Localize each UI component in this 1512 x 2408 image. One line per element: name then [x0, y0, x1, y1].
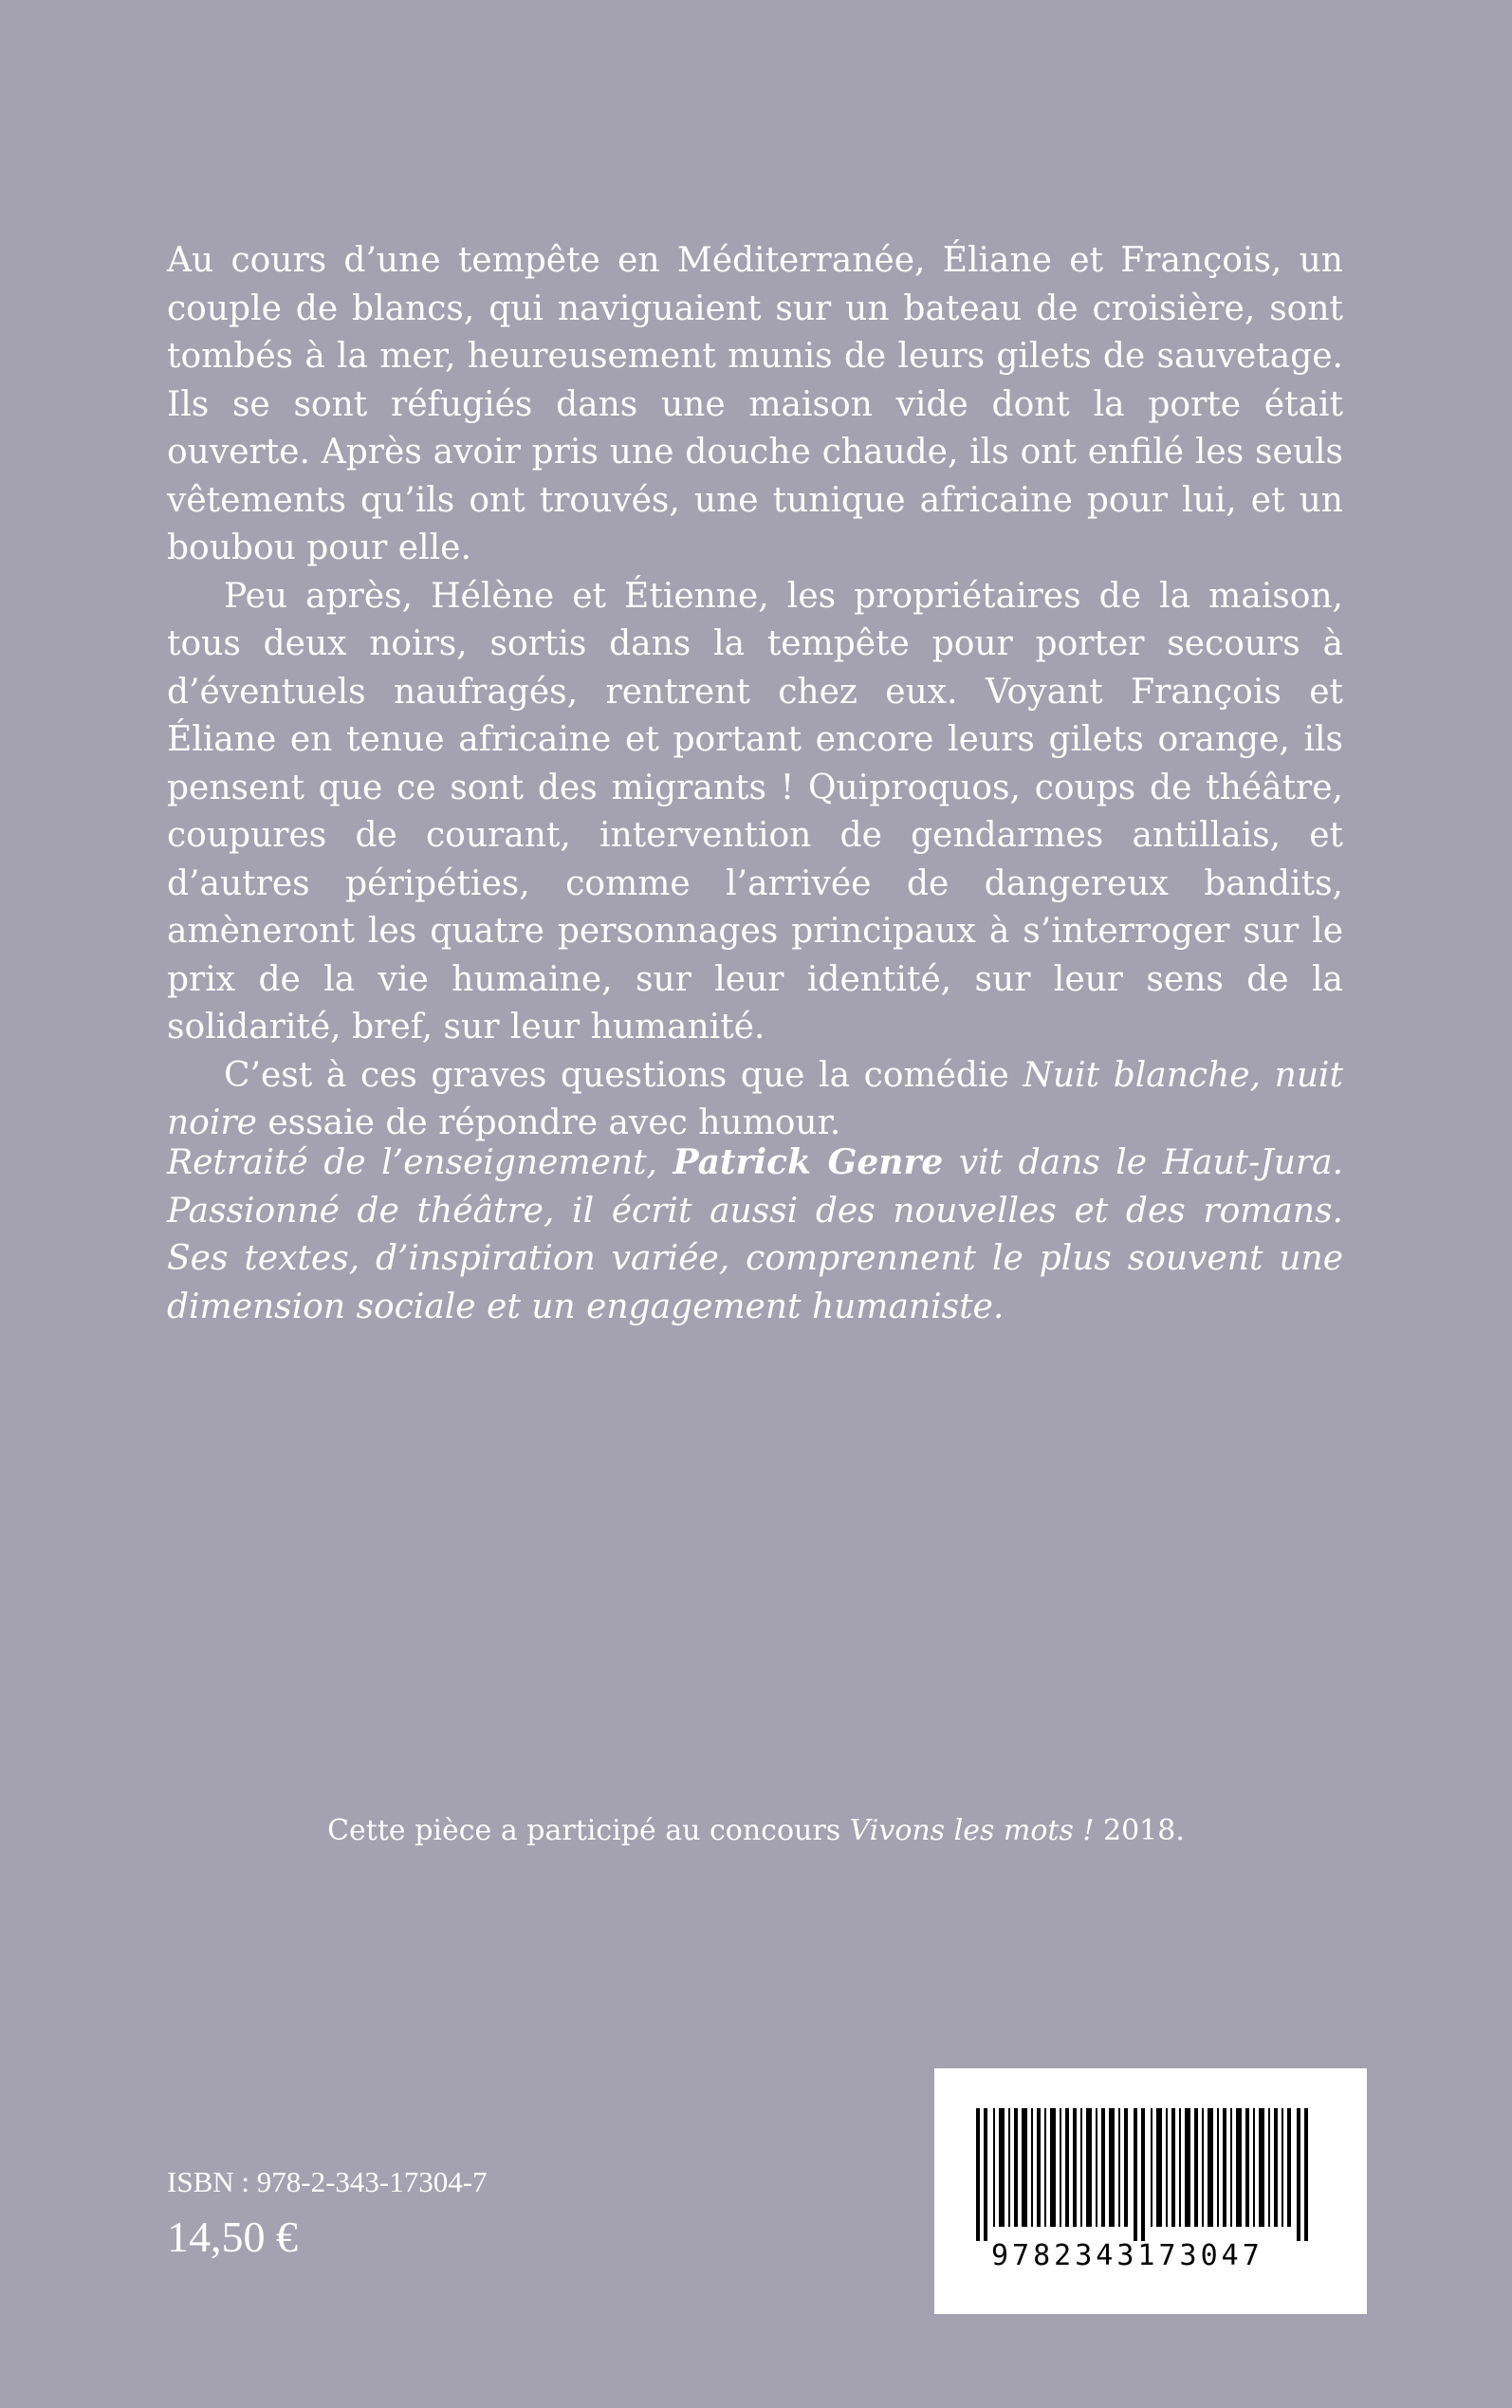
summary-paragraph-1: Au cours d’une tempête en Méditerranée, Éliane et François, un couple de blancs, qui naviguaient sur un bateau de croisière, sont tombés à la mer, heureusement munis de leurs gilets de sauvetage. Ils se sont réfugiés dans une maison vide dont la porte était ouverte. Après avoir pris une douche chaude, ils ont enfilé les seuls vêtements qu’ils ont trouvés, une tunique africaine pour lui, et un boubou pour elle.	[167, 241, 1343, 567]
contest-name: Vivons les mots !	[849, 1814, 1095, 1847]
summary-p3-text-before: C’est à ces graves questions que la comédie	[224, 1055, 1023, 1095]
summary-paragraph-3	[167, 1052, 1343, 1148]
summary-p3-text-after: essaie de répondre avec humour.	[256, 1103, 841, 1142]
barcode-bars	[970, 2108, 1331, 2241]
contest-text-after: 2018.	[1094, 1814, 1185, 1847]
author-name: Patrick Genre	[673, 1142, 944, 1182]
barcode-number: 9782343173047	[991, 2239, 1263, 2272]
author-bio	[167, 1139, 1343, 1331]
bio-text-after: vit dans le Haut-Jura. Passionné de théâtre, il écrit aussi des nouvelles et des romans. Ses textes, d’inspiration variée, comprennent le plus souvent une dimension sociale et un engagement humaniste.	[167, 1143, 1344, 1326]
barcode	[934, 2068, 1367, 2314]
play-title: Nuit blanche, nuit noire	[167, 1055, 1343, 1142]
back-cover-summary	[167, 237, 1343, 1148]
isbn-label: ISBN : 978-2-343-17304-7	[167, 2165, 488, 2198]
bio-text-before: Retraité de l’enseignement,	[167, 1143, 673, 1182]
price-label: 14,50 €	[167, 2213, 298, 2261]
summary-paragraph-2: Peu après, Hélène et Étienne, les propriétaires de la maison, tous deux noirs, sortis dans la tempête pour porter secours à d’éventuels naufragés, rentrent chez eux. Voyant François et Éliane en tenue africaine et portant encore leurs gilets orange, ils pensent que ce sont des migrants ! Quiproquos, coups de théâtre, coupures de courant, intervention de gendarmes antillais, et d’autres péripéties, comme l’arrivée de dangereux bandits, amèneront les quatre personnages principaux à s’interroger sur le prix de la vie humaine, sur leur identité, sur leur sens de la solidarité, bref, sur leur humanité.	[167, 576, 1343, 1047]
contest-note	[0, 1812, 1512, 1850]
contest-text-before: Cette pièce a participé au concours	[327, 1814, 850, 1847]
